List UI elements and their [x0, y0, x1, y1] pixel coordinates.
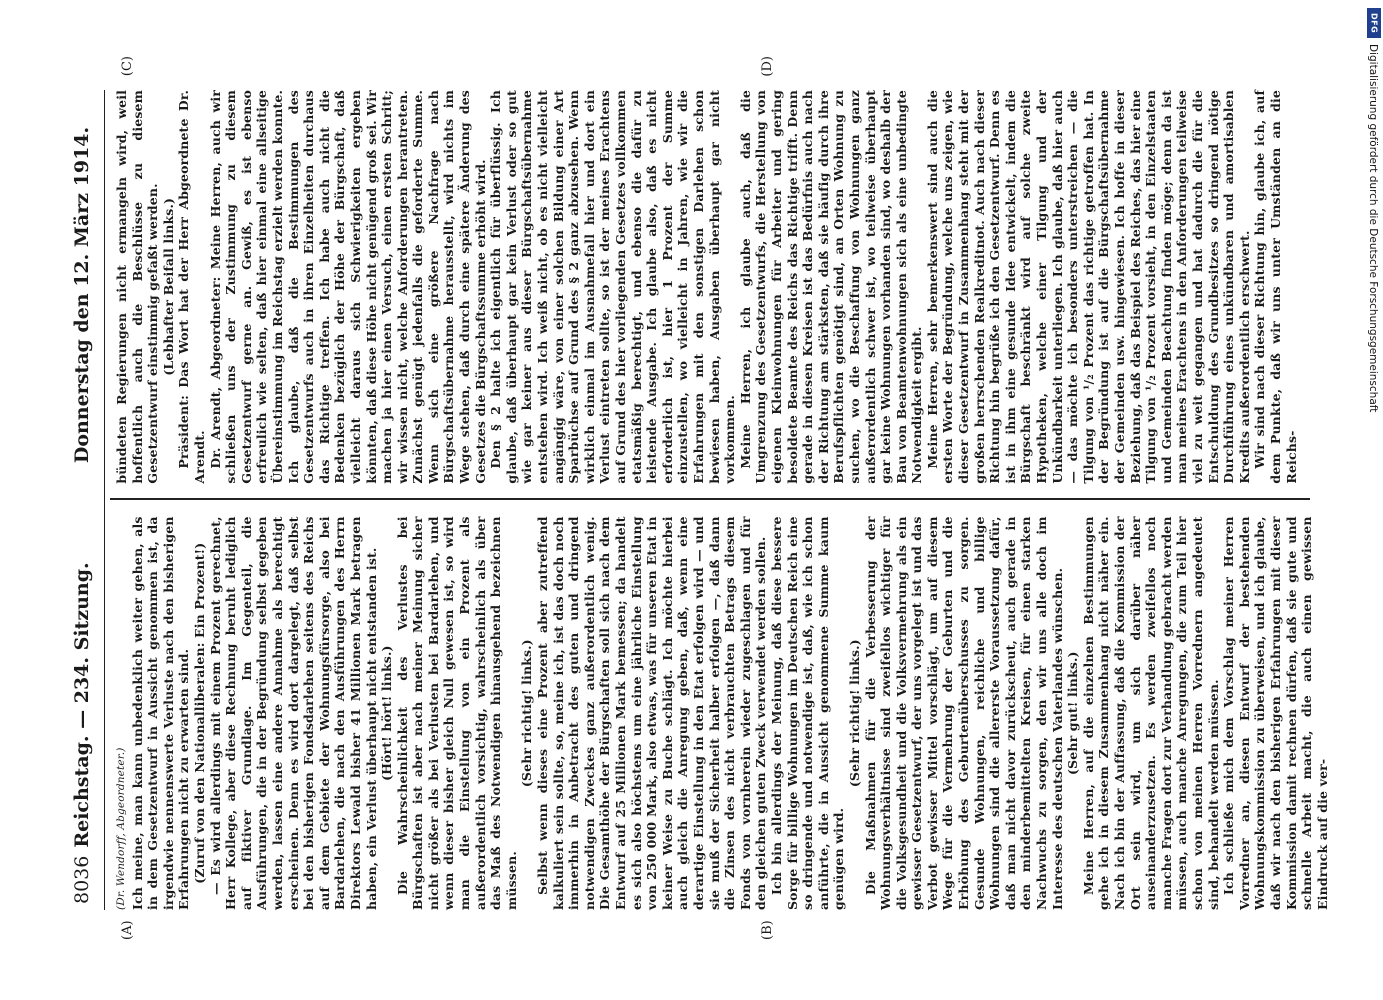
paragraph: Ich bin allerdings der Meinung, daß diese bessere Sorge für billige Wohnungen im Deutschen Reich eine so dringende und notwendige ist, daß, wie ich schon anführte, die in Aussicht genommene Summe kaum genügen wird. [768, 516, 847, 910]
paragraph: Meine Herren, auf die einzelnen Bestimmungen gehe ich in diesem Zusammenhang nicht näher ein. Nach ich bin der Auffassung, daß die Kommission der Ort sein wird, um sich darüber näher auseinanderzusetzen. Es werden zweifellos noch manche Fragen dort zur Verhandlung gebracht werden müssen, auch manche Anregungen, die zum Teil hier schon von meinen Herren Vorrednern angedeutet sind, behandelt werden müssen. [1080, 516, 1221, 910]
paragraph: Die Maßnahmen für die Verbesserung der Wohnungsverhältnisse sind zweifellos wichtiger für die Volksgesundheit und die Volksvermehrung als ein gewisser Gesetzentwurf, der uns vorgelegt ist und das Verbot gewisser Mittel vorschlägt, um auf diesem Wege für die Vermehrung der Geburten und die Erhöhung des Geburtenüberschusses zu sorgen. Gesunde Wohnungen, reichliche und billige Wohnungen sind die allererste Voraussetzung dafür, daß man nicht davor zurückscheut, auch gerade in den minderbemittelten Kreisen, für einen starken Nachwuchs zu sorgen, den wir uns alle doch im Interesse des deutschen Vaterlandes wünschen. [862, 516, 1065, 910]
page-number: 8036 [71, 855, 93, 904]
interjection: (Sehr gut! links.) [1065, 651, 1081, 776]
interjection: (Zuruf von den Nationalliberalen: Ein Prozent!) [191, 542, 207, 884]
paragraph: Wir sind nach dieser Richtung hin, glaube ich, auf dem Punkte, daß wir uns unter Umständen an die Reichs- [1252, 90, 1299, 484]
margin-mark-a: (A) [120, 920, 135, 940]
interjection: (Lebhafter Beifall links.) [160, 197, 176, 376]
header-date-title: Donnerstag den 12. März 1914. [71, 126, 93, 464]
left-column [114, 516, 1330, 910]
margin-mark-d: (D) [760, 56, 775, 77]
paragraph: Ich meine, man kann unbedenklich weiter gehen, als in dem Gesetzentwurf in Aussicht genommen ist, da irgendwie nennenswerte Verluste nach den bisherigen Erfahrungen nicht zu erwarten sind. [129, 516, 192, 910]
header-rule [104, 90, 105, 910]
paragraph: — Es wird allerdings mit einem Prozent gerechnet, Herr Kollege, aber diese Rechnung beruht lediglich auf fiktiver Grundlage. Im Gegenteil, die Ausführungen, die in der Begründung selbst gegeben werden, lassen eine andere Annahme als berechtigt erscheinen. Denn es wird dort dargelegt, daß selbst bei den bisherigen Fondsdarlehen seitens des Reichs auf dem Gebiete der Wohnungsfürsorge, also bei Bardarlehen, die nach den Ausführungen des Herrn Direktors Lewald bisher 41 Millionen Mark betragen haben, ein Verlust überhaupt nicht entstanden ist. [207, 516, 379, 910]
dfg-logo: DFG [1367, 8, 1381, 38]
paragraph: bündeten Regierungen nicht ermangeln wird, weil hoffentlich auch die Beschlüsse zu diesem Gesetzentwurf einstimmig gefaßt werden. [114, 90, 161, 484]
margin-mark-c: (C) [120, 56, 135, 77]
credit-text: Digitalisierung gefördert durch die Deutsche Forschungsgemeinschaft [1367, 44, 1379, 413]
header-session-title: Reichstag. — 234. Sitzung. [71, 562, 93, 848]
margin-mark-b: (B) [760, 920, 775, 940]
running-header [60, 90, 104, 910]
paragraph: Ich schließe mich dem Vorschlag meiner Herren Vorredner an, diesen Entwurf der bestehenden Wohnungskommission zu überweisen, und ich glaube, daß wir nach den bisherigen Erfahrungen mit dieser Kommission damit rechnen dürfen, daß sie gute und schnelle Arbeit macht, die auch einen gewissen Eindruck auf die ver- [1221, 516, 1330, 910]
paragraph: Dr. Arendt, Abgeordneter: Meine Herren, auch wir schließen uns der Zustimmung zu diesem Gesetzentwurf gerne an. Gewiß, es ist ebenso erfreulich wie selten, daß hier einmal eine allseitige Übereinstimmung im Reichstag erzielt werden konnte. Ich glaube, daß die Bestimmungen des Gesetzentwurfs auch in ihren Einzelheiten durchaus das Richtige treffen. Ich habe auch nicht die Bedenken bezüglich der Höhe der Bürgschaft, daß vielleicht daraus sich Schwierigkeiten ergeben könnten, daß diese Höhe nicht genügend groß sei. Wir machen ja hier einen Versuch, einen ersten Schritt; wir wissen nicht, welche Anforderungen herantreten. Zunächst genügt jedenfalls die geforderte Summe. Wenn sich eine größere Nachfrage nach Bürgschaftsübernahme herausstellt, wird nichts im Wege stehen, daß durch eine spätere Änderung des Gesetzes die Bürgschaftssumme erhöht wird. [207, 90, 488, 484]
paragraph: (Dr. Wendorff, Abgeordneter.) [115, 747, 127, 910]
paragraph: Meine Herren, sehr bemerkenswert sind auch die ersten Worte der Begründung, welche uns zeigen, wie dieser Gesetzentwurf in Zusammenhang steht mit der großen herrschenden Realkreditnot. Auch nach dieser Richtung hin begrüße ich den Gesetzentwurf. Denn es ist in ihm eine gesunde Idee entwickelt, indem die Bürgschaft beschränkt wird auf solche zweite Hypotheken, welche einer Tilgung und der Unkündbarkeit unterliegen. Ich glaube, daß hier auch — das möchte ich besonders unterstreichen — die Tilgung von ¹/₂ Prozent das richtige getroffen hat. In der Begründung ist auf die Bürgschaftsübernahme der Gemeinden usw. hingewiesen. Ich hoffe in dieser Beziehung, daß das Beispiel des Reiches, das hier eine Tilgung von ¹/₂ Prozent vorsieht, in den Einzelstaaten und Gemeinden Beachtung finden möge; denn da ist man meines Erachtens in den Anforderungen teilweise viel zu weit gegangen und hat dadurch die für die Entschuldung des Grundbesitzes so dringend nötige Durchführung eines unkündbaren und amortisablen Kredits außerordentlich erschwert. [924, 90, 1252, 484]
interjection: (Sehr richtig! links.) [519, 639, 535, 788]
paragraph: Den § 2 halte ich eigentlich für überflüssig. Ich glaube, daß überhaupt gar kein Verlust oder so gut wie gar keiner aus dieser Bürgschaftsübernahme entstehen wird. Ich weiß nicht, ob es nicht vielleicht angängig wäre, von einer solchen Bildung einer Art Sparbüchse auf Grund des § 2 ganz abzusehen. Wenn wirklich einmal im Ausnahmefall hier und dort ein Verlust eintreten sollte, so ist der meines Erachtens auf Grund des hier vorliegenden Gesetzes vollkommen etatsmäßig berechtigt, und ebenso die dafür zu leistende Ausgabe. Ich glaube also, daß es nicht erforderlich ist, hier 1 Prozent der Summe einzustellen, wo vielleicht in Jahren, wie wir die Erfahrungen mit den sonstigen Darlehen schon bewiesen haben, Ausgaben überhaupt gar nicht vorkommen. [488, 90, 738, 484]
digitization-credit [1367, 8, 1383, 728]
paragraph: Präsident: Das Wort hat der Herr Abgeordnete Dr. Arendt. [176, 90, 207, 484]
paragraph: Die Wahrscheinlichkeit des Verlustes bei Bürgschaften ist aber nach meiner Meinung sicher nicht größer als bei Verlusten bei Bardarlehen, und wenn dieser bisher gleich Null gewesen ist, so wird man die Einstellung von ein Prozent als außerordentlich vorsichtig, wahrscheinlich als über das Maß des Notwendigen hinausgehend bezeichnen müssen. [394, 516, 519, 910]
paragraph: Selbst wenn dieses eine Prozent aber zutreffend kalkuliert sein sollte, so, meine ich, ist das doch noch immerhin in Anbetracht des guten und dringend notwendigen Zweckes ganz außerordentlich wenig. Die Gesamthöhe der Bürgschaften soll sich nach dem Entwurf auf 25 Millionen Mark bemessen; da handelt es sich also höchstens um eine jährliche Einstellung von 250 000 Mark, also etwas, was für unseren Etat in keiner Weise zu Buche schlägt. Ich möchte hierbei auch gleich die Anregung geben, daß, wenn eine derartige Einstellung in den Etat erfolgen wird — und sie muß der Sicherheit halber erfolgen —, daß dann die Zinsen des nicht verbrauchten Betrags diesem Fonds von vornherein wieder zugeschlagen und für den gleichen guten Zweck verwendet werden sollen. [535, 516, 769, 910]
interjection: (Hört! hört! links.) [379, 645, 395, 781]
paragraph: Meine Herren, ich glaube auch, daß die Umgrenzung des Gesetzentwurfs, die Herstellung von eigenen Kleinwohnungen für Arbeiter und gering besoldete Beamte des Reichs das Richtige trifft. Denn gerade in diesen Kreisen ist das Bedürfnis auch nach der Richtung am stärksten, daß sie häufig durch ihre Berufspflichten genötigt sind, an Orten Wohnung zu suchen, wo die Beschaffung von Wohnungen ganz außerordentlich schwer ist, wo teilweise überhaupt gar keine Wohnungen vorhanden sind, wo deshalb der Bau von Beamtenwohnungen sich als eine unbedingte Notwendigkeit ergibt. [737, 90, 925, 484]
interjection: (Sehr richtig! links.) [846, 639, 862, 788]
page-content [60, 56, 1330, 940]
right-column [114, 90, 1310, 484]
column-divider [110, 498, 1310, 500]
